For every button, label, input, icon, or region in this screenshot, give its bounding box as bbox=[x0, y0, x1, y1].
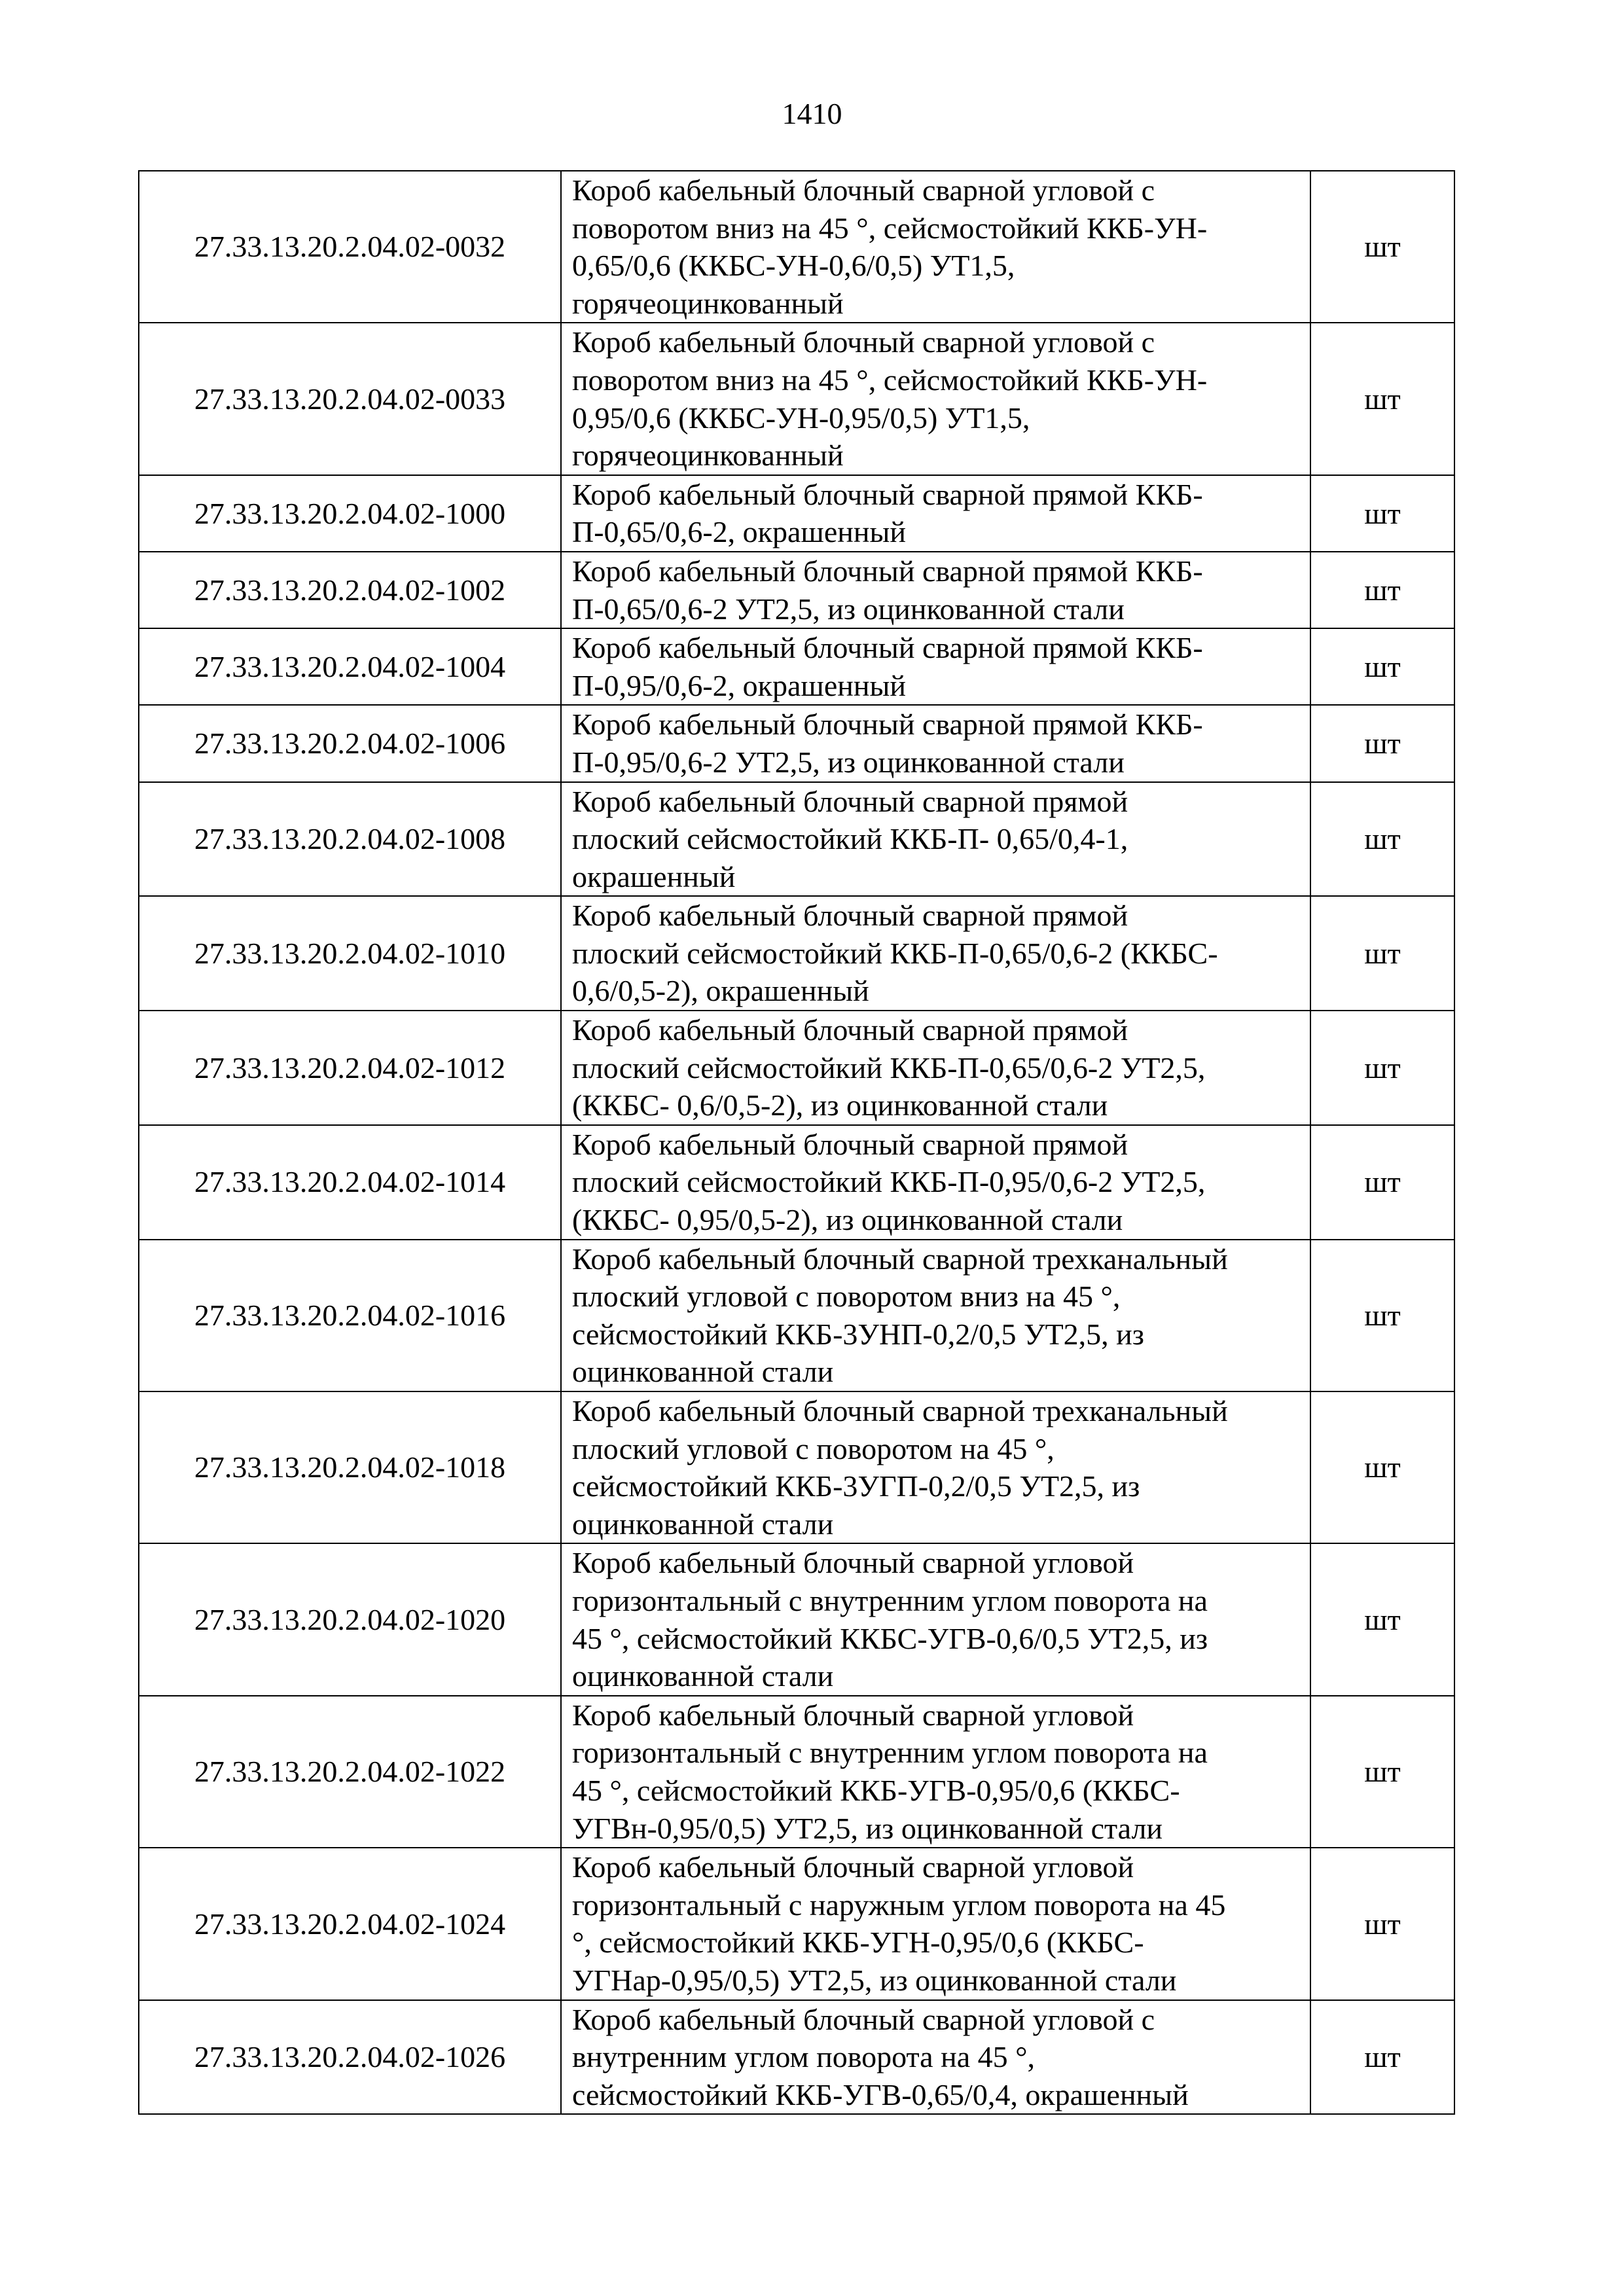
description-line: сейсмостойкий ККБ-3УНП-0,2/0,5 УТ2,5, из bbox=[572, 1317, 1144, 1351]
description-line: плоский угловой с поворотом вниз на 45 °, bbox=[572, 1280, 1121, 1314]
unit-cell: шт bbox=[1310, 552, 1454, 628]
resource-description-cell bbox=[561, 2000, 1310, 2115]
unit-cell: шт bbox=[1310, 1543, 1454, 1695]
unit-cell: шт bbox=[1310, 1696, 1454, 1848]
description-line: 0,95/0,6 (ККБС-УН-0,95/0,5) УТ1,5, bbox=[572, 401, 1030, 435]
unit-cell: шт bbox=[1310, 1848, 1454, 2000]
description-line: окрашенный bbox=[572, 859, 736, 893]
resource-description-cell bbox=[561, 171, 1310, 323]
unit-cell: шт bbox=[1310, 1011, 1454, 1125]
description-line: горячеоцинкованный bbox=[572, 439, 844, 473]
table-row bbox=[139, 1696, 1454, 1848]
table-row bbox=[139, 475, 1454, 552]
resource-description-cell bbox=[561, 475, 1310, 552]
description-line: Короб кабельный блочный сварной прямой bbox=[572, 1127, 1128, 1161]
description-line: Короб кабельный блочный сварной прямой ККБ- bbox=[572, 554, 1203, 588]
description-line: Короб кабельный блочный сварной прямой ККБ- bbox=[572, 708, 1203, 742]
resource-code-cell: 27.33.13.20.2.04.02-1014 bbox=[139, 1125, 561, 1240]
description-line: поворотом вниз на 45 °, сейсмостойкий ККБ-УН- bbox=[572, 211, 1208, 245]
description-line: П-0,65/0,6-2 УТ2,5, из оцинкованной стали bbox=[572, 592, 1125, 626]
unit-cell: шт bbox=[1310, 628, 1454, 705]
table-row bbox=[139, 782, 1454, 897]
resource-description-cell bbox=[561, 705, 1310, 781]
unit-cell: шт bbox=[1310, 323, 1454, 475]
description-line: плоский сейсмостойкий ККБ-П-0,95/0,6-2 УТ2,5, bbox=[572, 1165, 1206, 1199]
description-line: Короб кабельный блочный сварной прямой ККБ- bbox=[572, 477, 1203, 511]
description-line: Короб кабельный блочный сварной прямой bbox=[572, 784, 1128, 818]
description-line: Короб кабельный блочный сварной угловой с bbox=[572, 173, 1155, 207]
resource-code-cell: 27.33.13.20.2.04.02-1010 bbox=[139, 896, 561, 1011]
resource-code-cell: 27.33.13.20.2.04.02-0033 bbox=[139, 323, 561, 475]
resource-description-cell bbox=[561, 1391, 1310, 1543]
unit-cell: шт bbox=[1310, 896, 1454, 1011]
description-line: Короб кабельный блочный сварной угловой bbox=[572, 1546, 1134, 1580]
description-line: Короб кабельный блочный сварной угловой bbox=[572, 1850, 1134, 1884]
resource-code-cell: 27.33.13.20.2.04.02-1006 bbox=[139, 705, 561, 781]
resource-description-cell bbox=[561, 628, 1310, 705]
table-row bbox=[139, 1240, 1454, 1391]
table-row bbox=[139, 1391, 1454, 1543]
description-line: П-0,95/0,6-2 УТ2,5, из оцинкованной стали bbox=[572, 745, 1125, 779]
description-line: Короб кабельный блочный сварной трехканальный bbox=[572, 1242, 1228, 1276]
resource-description-cell bbox=[561, 1240, 1310, 1391]
description-line: Короб кабельный блочный сварной трехканальный bbox=[572, 1394, 1228, 1427]
unit-cell: шт bbox=[1310, 171, 1454, 323]
unit-cell: шт bbox=[1310, 2000, 1454, 2115]
description-line: 45 °, сейсмостойкий ККБС-УГВ-0,6/0,5 УТ2,5, из bbox=[572, 1621, 1208, 1655]
description-line: П-0,65/0,6-2, окрашенный bbox=[572, 515, 906, 549]
resource-description-cell bbox=[561, 1125, 1310, 1240]
resource-description-cell bbox=[561, 552, 1310, 628]
table-row bbox=[139, 323, 1454, 475]
unit-cell: шт bbox=[1310, 475, 1454, 552]
unit-cell: шт bbox=[1310, 705, 1454, 781]
description-line: Короб кабельный блочный сварной прямой bbox=[572, 1013, 1128, 1047]
page-number: 1410 bbox=[782, 97, 842, 130]
description-line: (ККБС- 0,95/0,5-2), из оцинкованной стали bbox=[572, 1203, 1123, 1237]
description-line: горизонтальный с наружным углом поворота на 45 bbox=[572, 1888, 1226, 1922]
resource-code-cell: 27.33.13.20.2.04.02-1018 bbox=[139, 1391, 561, 1543]
description-line: оцинкованной стали bbox=[572, 1355, 834, 1389]
resource-code-cell: 27.33.13.20.2.04.02-1020 bbox=[139, 1543, 561, 1695]
resource-code-cell: 27.33.13.20.2.04.02-1012 bbox=[139, 1011, 561, 1125]
description-line: Короб кабельный блочный сварной угловой с bbox=[572, 325, 1155, 359]
description-line: оцинкованной стали bbox=[572, 1507, 834, 1541]
unit-cell: шт bbox=[1310, 782, 1454, 897]
resource-description-cell bbox=[561, 323, 1310, 475]
resource-code-cell: 27.33.13.20.2.04.02-1004 bbox=[139, 628, 561, 705]
description-line: Короб кабельный блочный сварной угловой с bbox=[572, 2002, 1155, 2036]
description-line: внутренним углом поворота на 45 °, bbox=[572, 2040, 1036, 2074]
description-line: УГВн-0,95/0,5) УТ2,5, из оцинкованной стали bbox=[572, 1811, 1163, 1845]
description-line: горячеоцинкованный bbox=[572, 286, 844, 320]
unit-cell: шт bbox=[1310, 1125, 1454, 1240]
description-line: сейсмостойкий ККБ-3УГП-0,2/0,5 УТ2,5, из bbox=[572, 1469, 1140, 1503]
table-row bbox=[139, 628, 1454, 705]
resource-description-cell bbox=[561, 782, 1310, 897]
unit-cell: шт bbox=[1310, 1391, 1454, 1543]
resource-description-cell bbox=[561, 896, 1310, 1011]
description-line: горизонтальный с внутренним углом поворота на bbox=[572, 1736, 1208, 1770]
resource-code-cell: 27.33.13.20.2.04.02-1000 bbox=[139, 475, 561, 552]
table-row bbox=[139, 1125, 1454, 1240]
table-row bbox=[139, 896, 1454, 1011]
description-line: оцинкованной стали bbox=[572, 1659, 834, 1693]
resource-table bbox=[138, 170, 1455, 2115]
description-line: плоский сейсмостойкий ККБ-П- 0,65/0,4-1, bbox=[572, 822, 1128, 856]
description-line: поворотом вниз на 45 °, сейсмостойкий ККБ-УН- bbox=[572, 363, 1208, 397]
table-row bbox=[139, 2000, 1454, 2115]
resource-code-cell: 27.33.13.20.2.04.02-1024 bbox=[139, 1848, 561, 2000]
table-row bbox=[139, 552, 1454, 628]
description-line: горизонтальный с внутренним углом поворота на bbox=[572, 1583, 1208, 1617]
resource-description-cell bbox=[561, 1543, 1310, 1695]
resource-code-cell: 27.33.13.20.2.04.02-1016 bbox=[139, 1240, 561, 1391]
description-line: 45 °, сейсмостойкий ККБ-УГВ-0,95/0,6 (ККБС- bbox=[572, 1773, 1180, 1807]
table-body bbox=[139, 171, 1454, 2114]
description-line: плоский угловой с поворотом на 45 °, bbox=[572, 1431, 1055, 1465]
description-line: УГНар-0,95/0,5) УТ2,5, из оцинкованной стали bbox=[572, 1963, 1177, 1997]
resource-code-cell: 27.33.13.20.2.04.02-1026 bbox=[139, 2000, 561, 2115]
description-line: 0,6/0,5-2), окрашенный bbox=[572, 974, 869, 1008]
table-row bbox=[139, 171, 1454, 323]
resource-code-cell: 27.33.13.20.2.04.02-1008 bbox=[139, 782, 561, 897]
resource-description-cell bbox=[561, 1848, 1310, 2000]
unit-cell: шт bbox=[1310, 1240, 1454, 1391]
description-line: Короб кабельный блочный сварной прямой bbox=[572, 899, 1128, 933]
description-line: Короб кабельный блочный сварной угловой bbox=[572, 1698, 1134, 1732]
description-line: 0,65/0,6 (ККБС-УН-0,6/0,5) УТ1,5, bbox=[572, 249, 1015, 283]
resource-code-cell: 27.33.13.20.2.04.02-1022 bbox=[139, 1696, 561, 1848]
resource-description-cell bbox=[561, 1696, 1310, 1848]
table-row bbox=[139, 1543, 1454, 1695]
table-row bbox=[139, 1848, 1454, 2000]
description-line: °, сейсмостойкий ККБ-УГН-0,95/0,6 (ККБС- bbox=[572, 1926, 1144, 1960]
table-row bbox=[139, 1011, 1454, 1125]
resource-code-cell: 27.33.13.20.2.04.02-0032 bbox=[139, 171, 561, 323]
description-line: плоский сейсмостойкий ККБ-П-0,65/0,6-2 УТ2,5, bbox=[572, 1050, 1206, 1085]
resource-description-cell bbox=[561, 1011, 1310, 1125]
description-line: (ККБС- 0,6/0,5-2), из оцинкованной стали bbox=[572, 1088, 1108, 1122]
description-line: Короб кабельный блочный сварной прямой ККБ- bbox=[572, 631, 1203, 665]
table-row bbox=[139, 705, 1454, 781]
description-line: плоский сейсмостойкий ККБ-П-0,65/0,6-2 (ККБС- bbox=[572, 936, 1218, 970]
description-line: сейсмостойкий ККБ-УГВ-0,65/0,4, окрашенный bbox=[572, 2077, 1189, 2111]
resource-code-cell: 27.33.13.20.2.04.02-1002 bbox=[139, 552, 561, 628]
description-line: П-0,95/0,6-2, окрашенный bbox=[572, 668, 906, 702]
